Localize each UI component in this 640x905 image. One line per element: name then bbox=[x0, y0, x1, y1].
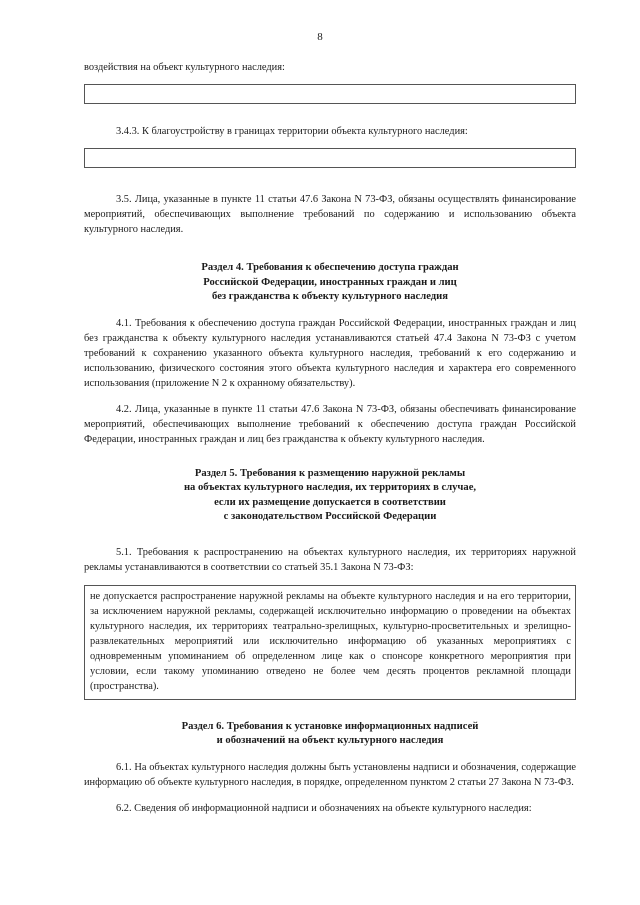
section-4-heading-line: Раздел 4. Требования к обеспечению доступа граждан bbox=[201, 262, 459, 273]
section-5-heading-line: на объектах культурного наследия, их территориях в случае, bbox=[183, 482, 477, 493]
section-5-heading-line: Раздел 5. Требования к размещению наружной рекламы bbox=[194, 467, 466, 479]
section-4-heading-line: Российской Федерации, иностранных граждан и лиц bbox=[203, 276, 457, 288]
paragraph-3-4-3: 3.4.3. К благоустройству в границах территории объекта культурного наследия: bbox=[116, 126, 468, 137]
empty-field-box-1 bbox=[84, 84, 576, 104]
document-body bbox=[84, 60, 576, 816]
paragraph-3-5: 3.5. Лица, указанные в пункте 11 статьи 47.6 Закона N 73-ФЗ, обязаны осуществлять финансирование мероприятий, обеспечивающих выполнение требований по содержанию и использованию объекта культурного наследия. bbox=[84, 194, 576, 235]
advertising-requirements-box: не допускается распространение наружной рекламы на объекте культурного наследия и на его территории, за исключением наружной рекламы, содержащей исключительно информацию о проведении на объектах культурного наследия, их территориях театрально-зрелищных, культурно-просветительных и зрелищно-развлекательных мероприятий или исключительно информацию об указанных мероприятиях с одновременным упоминанием об определенном лице как о спонсоре конкретного мероприятия при условии, если такому упоминанию отведено не более чем десять процентов рекламной площади (пространства). bbox=[84, 585, 576, 700]
empty-field-box-2 bbox=[84, 148, 576, 168]
paragraph-continuation: воздействия на объект культурного наследия: bbox=[84, 62, 285, 73]
section-4-heading bbox=[84, 261, 576, 305]
section-6-heading bbox=[84, 720, 576, 749]
section-5-heading-line: с законодательством Российской Федерации bbox=[223, 511, 437, 522]
section-5-heading bbox=[84, 467, 576, 525]
paragraph-6-1: 6.1. На объектах культурного наследия должны быть установлены надписи и обозначения, содержащие информацию об объекте культурного наследия, в порядке, определенном пунктом 2 статьи 27 Закона N 73-ФЗ. bbox=[84, 761, 576, 788]
paragraph-6-2: 6.2. Сведения об информационной надписи и обозначениях на объекте культурного наследия: bbox=[116, 802, 532, 814]
paragraph-4-1: 4.1. Требования к обеспечению доступа граждан Российской Федерации, иностранных граждан и лиц без гражданства к объекту культурного наследия устанавливаются статьей 47.4 Закона N 73-ФЗ с учетом требований к сохранению указанного объекта культурного наследия, требований к его содержанию и использованию, физического состояния этого объекта культурного наследия и характера его современного использования (приложение N 2 к охранному обязательству). bbox=[84, 317, 576, 389]
paragraph-4-2: 4.2. Лица, указанные в пункте 11 статьи 47.6 Закона N 73-ФЗ, обязаны обеспечивать финансирование мероприятий, обеспечивающих выполнение требований к обеспечению доступа граждан Российской Федерации, иностранных граждан и лиц без гражданства к объекту культурного наследия. bbox=[84, 403, 576, 445]
paragraph-5-1: 5.1. Требования к распространению на объектах культурного наследия, их территориях наружной рекламы устанавливаются в соответствии со статьей 35.1 Закона N 73-ФЗ: bbox=[84, 546, 576, 573]
section-5-heading-line: если их размещение допускается в соответствии bbox=[214, 496, 446, 508]
page-number: 8 bbox=[317, 31, 323, 43]
section-6-heading-line: Раздел 6. Требования к установке информационных надписей bbox=[181, 720, 479, 732]
section-4-heading-line: без гражданства к объекту культурного наследия bbox=[212, 291, 448, 302]
section-6-heading-line: и обозначений на объект культурного наследия bbox=[216, 735, 444, 746]
